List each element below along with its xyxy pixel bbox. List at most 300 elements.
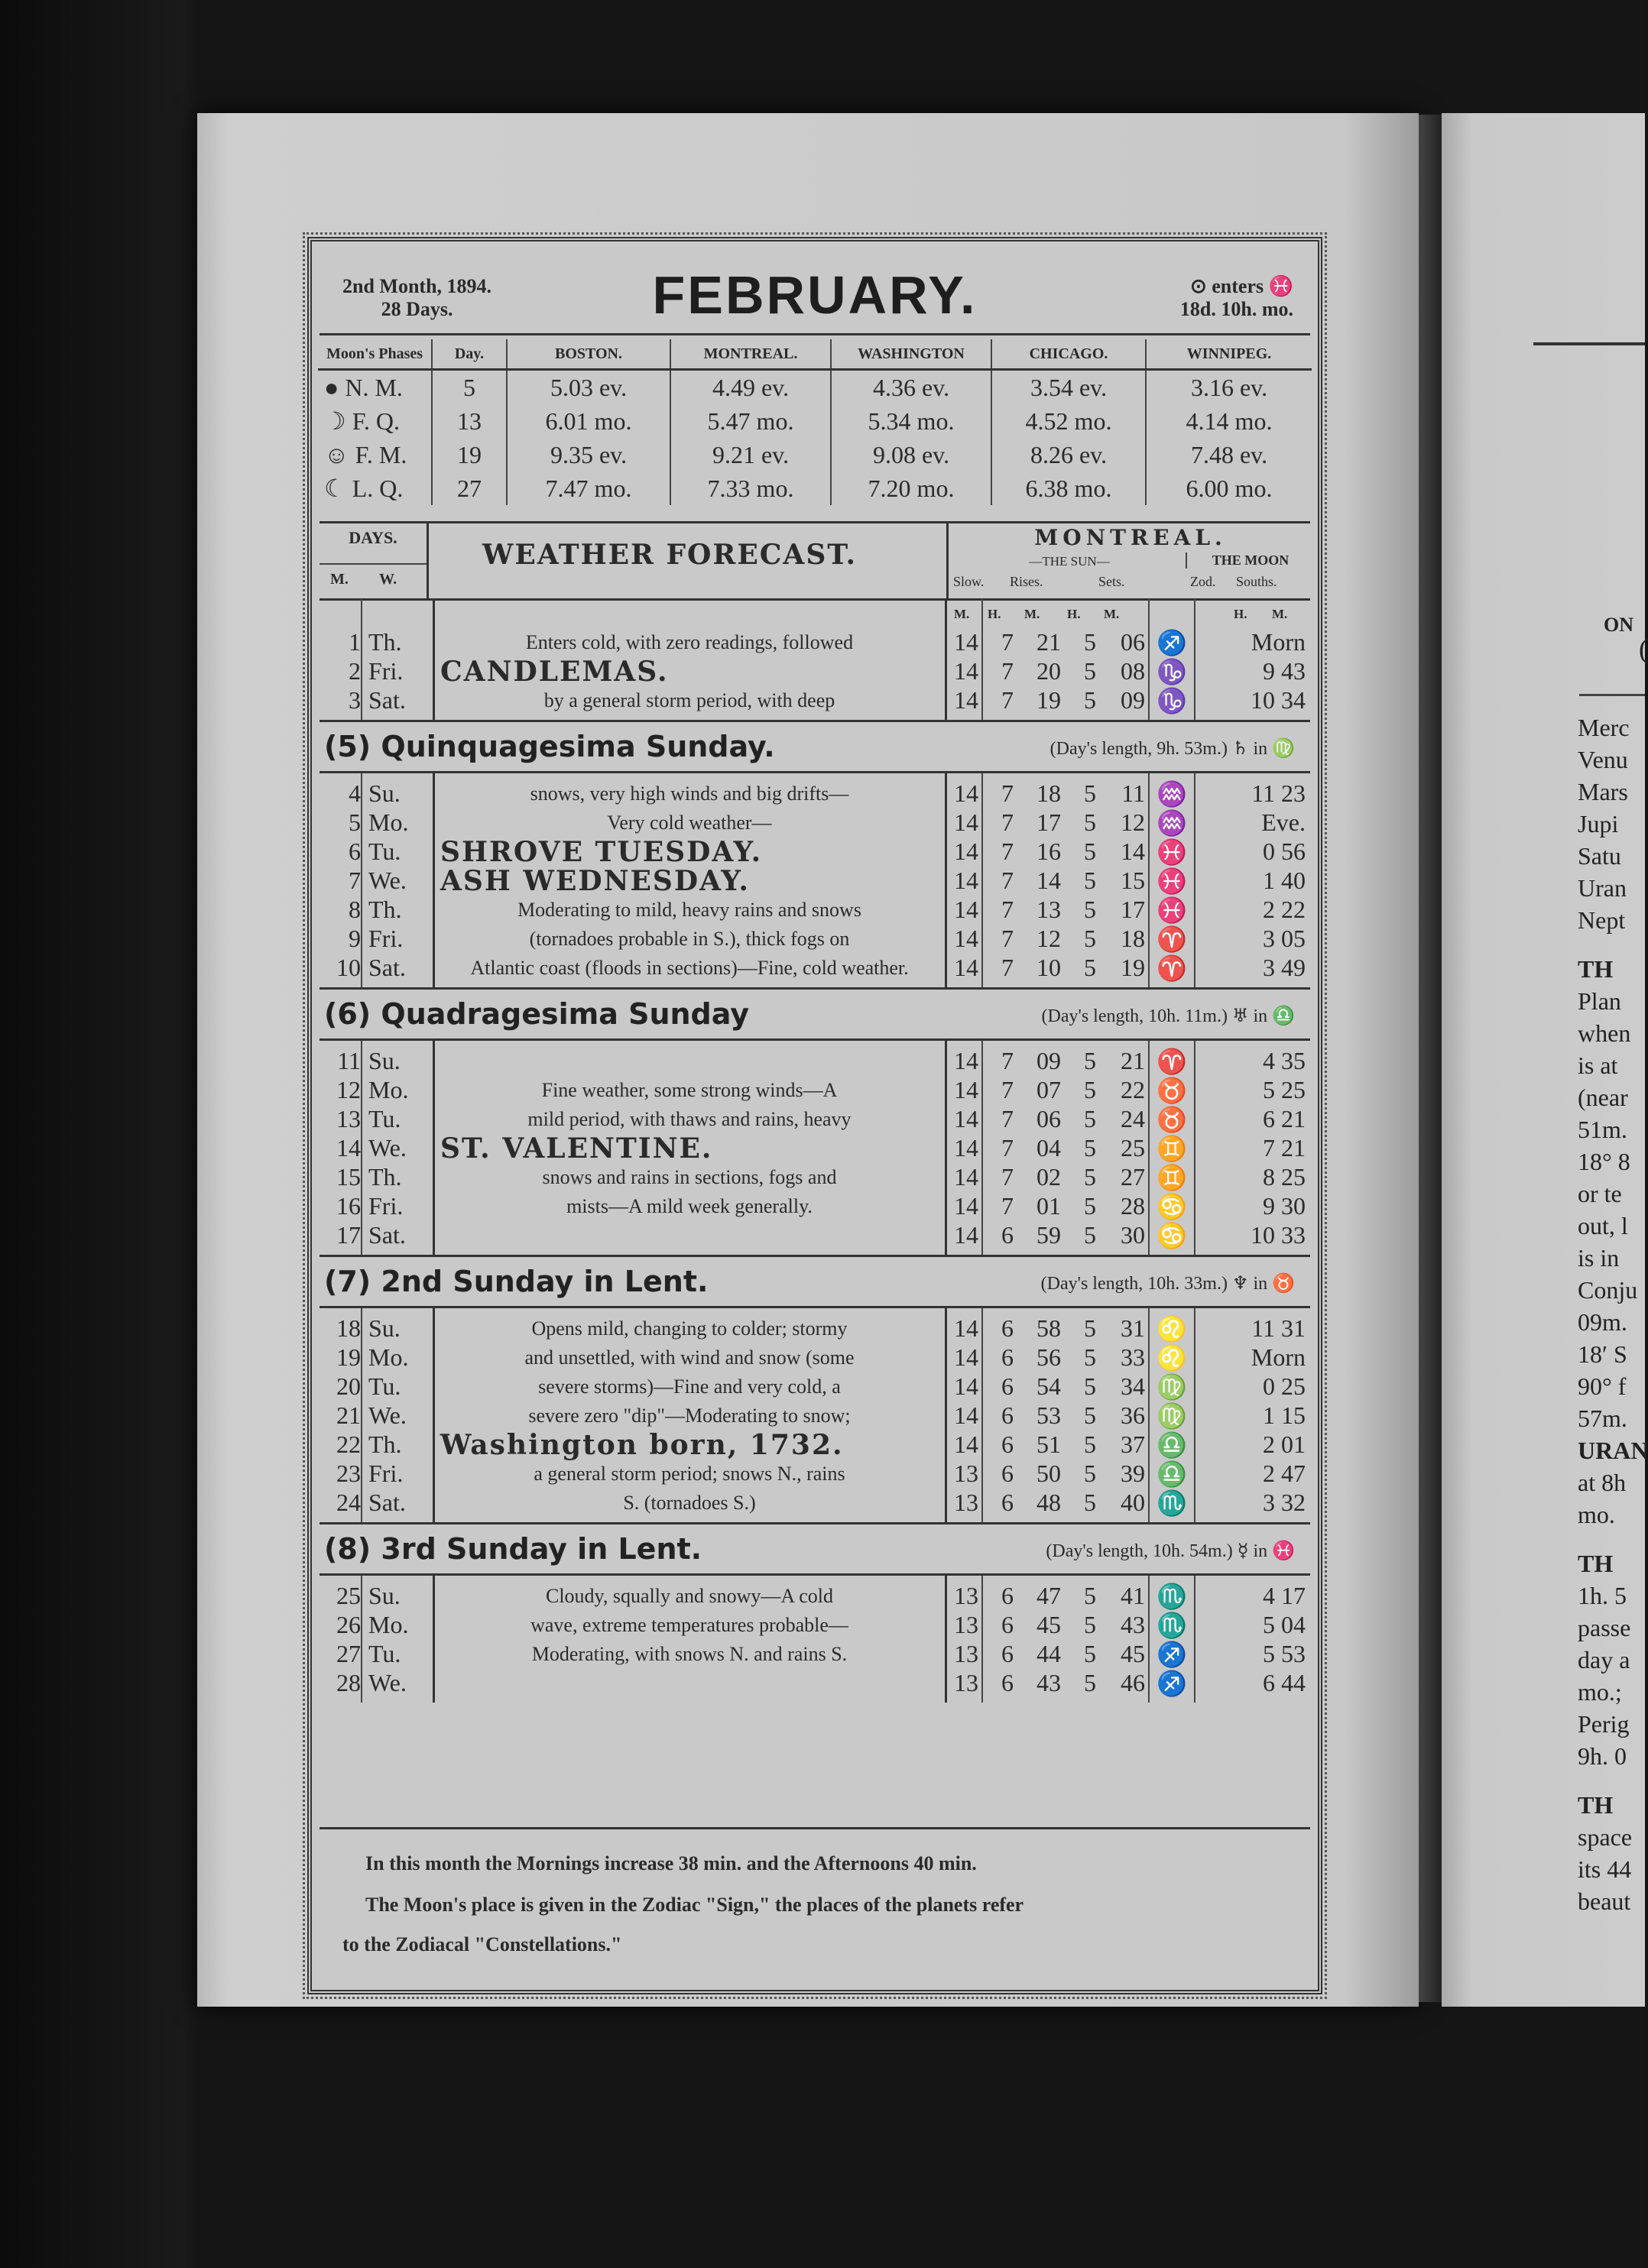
sunrise-minute: 48	[1036, 1489, 1061, 1516]
forecast-text: Moderating to mild, heavy rains and snows	[517, 899, 861, 921]
sun-slow: 14	[954, 779, 978, 807]
month-day: 20	[336, 1372, 361, 1400]
sunset-hour: 5	[1084, 896, 1096, 923]
week-day: Su.	[368, 1047, 401, 1074]
sunset-hour: 5	[1084, 838, 1096, 865]
calendar-header	[320, 249, 1310, 335]
sunset-minute: 36	[1121, 1401, 1145, 1429]
forecast-text: Atlantic coast (floods in sections)—Fine, cold weather.	[470, 957, 909, 979]
sunrise-hour: 7	[1001, 1076, 1014, 1103]
month-day: 5	[349, 808, 361, 836]
sun-slow: 14	[954, 1105, 978, 1132]
day-row	[320, 808, 1310, 838]
moon-souths: Morn	[1251, 628, 1306, 656]
moon-zodiac-sign: ♍	[1157, 1402, 1187, 1430]
sunrise-hour: 6	[1001, 1582, 1014, 1609]
right-page-line: mo.	[1578, 1501, 1615, 1528]
month-day: 21	[336, 1401, 361, 1429]
sunrise-hour: 6	[1001, 1460, 1014, 1487]
forecast-text: Opens mild, changing to colder; stormy	[531, 1317, 848, 1340]
unit-label: M.	[1272, 607, 1288, 621]
week-day: Fri.	[368, 657, 404, 685]
footer-line: In this month the Mornings increase 38 min. and the Afternoons 40 min.	[365, 1852, 977, 1874]
right-page-line: 57m.	[1578, 1405, 1627, 1432]
right-page	[1442, 113, 1648, 2007]
zod-label: Zod.	[1190, 574, 1216, 589]
sunset-minute: 41	[1121, 1582, 1145, 1609]
days-column-header	[320, 523, 429, 598]
sunset-hour: 5	[1084, 1640, 1096, 1667]
sunday-name: (6) Quadragesima Sunday	[324, 997, 749, 1031]
month-day: 25	[336, 1582, 361, 1609]
chicago-time: 6.38 mo.	[991, 471, 1146, 505]
moon-zodiac-sign: ♑	[1157, 658, 1187, 685]
sunrise-minute: 59	[1036, 1221, 1061, 1249]
month-day: 22	[336, 1430, 361, 1458]
moon-souths: 1 15	[1263, 1401, 1306, 1429]
sun-slow: 14	[954, 1372, 978, 1400]
sunset-hour: 5	[1084, 1343, 1096, 1371]
sunset-hour: 5	[1084, 1669, 1096, 1696]
sunrise-hour: 7	[1001, 1047, 1014, 1074]
sun-slow: 14	[954, 838, 978, 865]
forecast-text: and unsettled, with wind and snow (some	[524, 1346, 855, 1369]
forecast-text: S. (tornadoes S.)	[623, 1492, 756, 1514]
right-page-line: at 8h	[1578, 1469, 1627, 1496]
moon-souths: 4 35	[1263, 1047, 1306, 1074]
month-day: 12	[336, 1076, 361, 1103]
sunrise-hour: 7	[1001, 867, 1014, 894]
moon-zodiac-sign: ♈	[1157, 1048, 1187, 1075]
sun-slow: 14	[954, 1163, 978, 1191]
moon-zodiac-sign: ♒	[1157, 780, 1187, 808]
sunrise-hour: 7	[1001, 954, 1014, 981]
moon-zodiac-sign: ♐	[1157, 1641, 1187, 1668]
week-block	[320, 1308, 1310, 1522]
week-day: Su.	[368, 1582, 401, 1609]
sunrise-minute: 19	[1036, 686, 1061, 714]
sunset-minute: 15	[1121, 867, 1145, 894]
winnipeg-time: 3.16 ev.	[1190, 373, 1268, 401]
right-page-line: beaut	[1578, 1887, 1631, 1915]
sun-enters	[1180, 275, 1293, 321]
day-row	[320, 1460, 1310, 1489]
sunset-hour: 5	[1084, 1163, 1096, 1191]
right-page-line: Conju	[1578, 1276, 1638, 1304]
sunrise-hour: 7	[1001, 1105, 1014, 1132]
day-row	[320, 1640, 1310, 1669]
sunrise-minute: 18	[1036, 779, 1061, 807]
week-day: Mo.	[368, 1611, 409, 1638]
sun-slow: 13	[954, 1460, 978, 1487]
month-day: 24	[336, 1489, 361, 1516]
sunset-minute: 40	[1121, 1489, 1145, 1516]
week-day: Su.	[368, 1314, 401, 1342]
sun-slow: 14	[954, 1047, 978, 1074]
month-day: 2	[349, 657, 361, 685]
right-page-line: passe	[1578, 1614, 1631, 1641]
month-day: 6	[349, 838, 361, 865]
moon-souths: 6 21	[1263, 1105, 1306, 1132]
sunset-hour: 5	[1084, 1134, 1096, 1162]
right-page-line: 09m.	[1578, 1308, 1627, 1336]
sun-slow: 14	[954, 1343, 978, 1371]
the-moon-label: THE MOON	[1186, 552, 1314, 569]
day-row	[320, 1582, 1310, 1611]
right-page-line: 18′ S	[1578, 1340, 1627, 1368]
holiday-label: Washington born, 1732.	[440, 1429, 844, 1461]
sun-slow: 14	[954, 1401, 978, 1429]
right-page-line: TH	[1578, 1550, 1614, 1577]
sunset-minute: 21	[1121, 1047, 1145, 1074]
moon-zodiac-sign: ♐	[1157, 629, 1187, 656]
sunset-minute: 18	[1121, 925, 1145, 952]
moon-souths: 1 40	[1263, 867, 1306, 894]
month-day: 14	[336, 1134, 361, 1162]
phase-name: ☽ F. Q.	[318, 404, 432, 438]
moon-souths: 2 47	[1263, 1460, 1306, 1487]
day-row	[320, 925, 1310, 954]
sunrise-minute: 13	[1036, 896, 1061, 923]
sunrise-hour: 7	[1001, 896, 1014, 923]
february-calendar	[307, 237, 1322, 1994]
day-row	[320, 1105, 1310, 1134]
moon-souths: Morn	[1251, 1343, 1306, 1371]
sun-slow: 14	[954, 657, 978, 685]
sunrise-minute: 01	[1036, 1192, 1061, 1220]
day-row	[320, 1163, 1310, 1192]
moon-souths: 10 33	[1251, 1221, 1306, 1249]
holiday-label: ST. VALENTINE.	[440, 1132, 713, 1165]
moon-zodiac-sign: ♌	[1157, 1315, 1187, 1343]
moon-souths: 6 44	[1263, 1669, 1306, 1696]
footer-line: The Moon's place is given in the Zodiac "Sign," the places of the planets refer	[365, 1894, 1024, 1916]
month-day: 1	[349, 628, 361, 656]
sunday-heading	[320, 720, 1310, 773]
moon-souths: 8 25	[1263, 1163, 1306, 1191]
sunrise-hour: 7	[1001, 1134, 1014, 1162]
sun-slow: 14	[954, 1430, 978, 1458]
right-page-line	[1578, 938, 1648, 955]
sunrise-hour: 6	[1001, 1401, 1014, 1429]
right-page-line: Uran	[1578, 874, 1627, 902]
month-day: 17	[336, 1221, 361, 1249]
week-day: We.	[368, 1669, 407, 1696]
moon-zodiac-sign: ♏	[1157, 1583, 1187, 1610]
sunrise-minute: 44	[1036, 1640, 1061, 1667]
right-page-line: is at	[1578, 1051, 1618, 1079]
day-row	[320, 867, 1310, 896]
phase-name: ● N. M.	[318, 370, 432, 405]
right-page-line: 18° 8	[1578, 1148, 1630, 1175]
holiday-label: CANDLEMAS.	[440, 656, 669, 688]
phase-day: 5	[432, 370, 507, 405]
moon-zodiac-sign: ♓	[1157, 867, 1187, 895]
moon-souths: 11 23	[1251, 779, 1306, 807]
day-row	[320, 1076, 1310, 1105]
month-day: 16	[336, 1192, 361, 1220]
right-page-line: its 44	[1578, 1855, 1632, 1883]
right-page-line: or te	[1578, 1180, 1622, 1207]
right-page-line: TH	[1578, 955, 1614, 983]
forecast-text: snows and rains in sections, fogs and	[542, 1166, 837, 1188]
day-row	[320, 657, 1310, 686]
sunset-hour: 5	[1084, 925, 1096, 952]
moon-souths: 3 32	[1263, 1489, 1306, 1516]
right-page-line: 9h. 0	[1578, 1742, 1627, 1770]
month-day: 18	[336, 1314, 361, 1342]
sunrise-minute: 54	[1036, 1372, 1061, 1400]
right-page-line: is in	[1578, 1244, 1620, 1272]
sunset-hour: 5	[1084, 628, 1096, 656]
forecast-text: severe storms)—Fine and very cold, a	[538, 1375, 841, 1398]
montreal-time: 9.21 ev.	[670, 438, 831, 471]
sun-slow: 14	[954, 1221, 978, 1249]
moon-souths: 9 30	[1263, 1192, 1306, 1220]
sunrise-hour: 6	[1001, 1640, 1014, 1667]
day-row	[320, 1221, 1310, 1250]
moon-souths: 0 56	[1263, 838, 1306, 865]
sunset-minute: 14	[1121, 838, 1145, 865]
moon-souths: 4 17	[1263, 1582, 1306, 1609]
right-page-line: mo.;	[1578, 1678, 1622, 1706]
week-day: We.	[368, 1401, 407, 1429]
week-day: Th.	[368, 896, 402, 923]
day-row	[320, 1489, 1310, 1518]
right-page-line	[1578, 1533, 1648, 1550]
unit-label: H.	[1234, 607, 1247, 621]
right-page-line: 51m.	[1578, 1116, 1627, 1143]
forecast-text: mists—A mild week generally.	[566, 1195, 813, 1217]
forecast-text: Fine weather, some strong winds—A	[541, 1079, 838, 1101]
right-page-heading: ON	[1604, 614, 1633, 636]
month-day: 27	[336, 1640, 361, 1667]
sunrise-hour: 6	[1001, 1611, 1014, 1638]
right-page-line: Perig	[1578, 1710, 1630, 1738]
week-day: Sat.	[368, 1221, 406, 1249]
sun-slow: 13	[954, 1489, 978, 1516]
sunset-hour: 5	[1084, 808, 1096, 836]
forecast-text: Moderating, with snows N. and rains S.	[531, 1643, 848, 1665]
winnipeg-time: 4.14 mo.	[1186, 407, 1273, 435]
right-page-line: (near	[1578, 1084, 1628, 1111]
sunrise-minute: 07	[1036, 1076, 1061, 1103]
sunrise-hour: 6	[1001, 1669, 1014, 1696]
right-page-line: Satu	[1578, 842, 1621, 870]
sunrise-minute: 10	[1036, 954, 1061, 981]
montreal-header	[946, 523, 1312, 598]
boston-time: 7.47 mo.	[507, 471, 670, 505]
chicago-time: 3.54 ev.	[991, 370, 1146, 405]
sunrise-hour: 7	[1001, 808, 1014, 836]
sunrise-minute: 12	[1036, 925, 1061, 952]
moon-souths: Eve.	[1261, 808, 1306, 836]
washington-time: 4.36 ev.	[831, 370, 991, 405]
sunrise-minute: 51	[1036, 1430, 1061, 1458]
sunday-heading	[320, 1522, 1310, 1576]
sun-slow: 13	[954, 1640, 978, 1667]
right-page-line: space	[1578, 1823, 1633, 1851]
month-day: 23	[336, 1460, 361, 1487]
sunrise-minute: 14	[1036, 867, 1061, 894]
day-row	[320, 896, 1310, 925]
column-header: WINNIPEG.	[1146, 339, 1312, 370]
column-header: CHICAGO.	[991, 339, 1146, 370]
moon-zodiac-sign: ♈	[1157, 954, 1187, 982]
sunrise-hour: 7	[1001, 779, 1014, 807]
sunrise-hour: 6	[1001, 1430, 1014, 1458]
sun-slow: 14	[954, 954, 978, 981]
sunrise-minute: 53	[1036, 1401, 1061, 1429]
sun-slow: 13	[954, 1669, 978, 1696]
souths-label: Souths.	[1236, 574, 1277, 589]
sunset-minute: 46	[1121, 1669, 1145, 1696]
week-day: We.	[368, 1134, 407, 1162]
sunday-name: (7) 2nd Sunday in Lent.	[324, 1265, 709, 1298]
sunrise-hour: 6	[1001, 1372, 1014, 1400]
month-day: 3	[349, 686, 361, 714]
right-page-line: Jupi	[1578, 810, 1619, 838]
moon-zodiac-sign: ♎	[1157, 1431, 1187, 1459]
day-row	[320, 1430, 1310, 1460]
table-header	[320, 521, 1310, 601]
page-title: FEBRUARY.	[652, 265, 978, 325]
week-day: Su.	[368, 779, 401, 807]
forecast-text: Enters cold, with zero readings, followed	[525, 631, 854, 653]
sunrise-minute: 45	[1036, 1611, 1061, 1638]
month-day: 26	[336, 1611, 361, 1638]
sunrise-minute: 47	[1036, 1582, 1061, 1609]
forecast-text: Cloudy, squally and snowy—A cold	[545, 1585, 834, 1607]
phase-name: ☾ L. Q.	[318, 471, 432, 505]
moon-phases-table	[318, 339, 1312, 505]
moon-zodiac-sign: ♍	[1157, 1373, 1187, 1401]
day-row	[320, 628, 1310, 657]
sunset-hour: 5	[1084, 1076, 1096, 1103]
day-row	[320, 954, 1310, 983]
right-page-line: 90° f	[1578, 1372, 1627, 1400]
right-page-line	[1578, 1774, 1648, 1791]
moon-zodiac-sign: ♏	[1157, 1612, 1187, 1639]
moon-souths: 7 21	[1263, 1134, 1306, 1162]
sunset-minute: 43	[1121, 1611, 1145, 1638]
day-length: (Day's length, 9h. 53m.) ♄ in ♍	[1049, 739, 1295, 759]
moon-souths: 5 25	[1263, 1076, 1306, 1103]
day-length: (Day's length, 10h. 11m.) ♅ in ♎	[1041, 1006, 1295, 1026]
sun-slow: 13	[954, 1611, 978, 1638]
week-day: Tu.	[368, 838, 401, 865]
week-day: Mo.	[368, 1343, 409, 1371]
moon-souths: 3 49	[1263, 954, 1306, 981]
sunday-name: (5) Quinquagesima Sunday.	[324, 730, 775, 763]
month-day: 7	[349, 867, 361, 894]
week-day-label: W.	[379, 571, 397, 588]
week-block	[320, 1576, 1310, 1703]
sunset-minute: 11	[1121, 779, 1145, 807]
sunrise-hour: 7	[1001, 657, 1014, 685]
column-header: Day.	[432, 339, 507, 370]
right-page-line: out, l	[1578, 1212, 1628, 1239]
sunset-minute: 37	[1121, 1430, 1145, 1458]
sunrise-minute: 58	[1036, 1314, 1061, 1342]
month-day-label: M.	[330, 571, 349, 588]
month-day: 10	[336, 954, 361, 981]
moon-zodiac-sign: ♏	[1157, 1489, 1187, 1517]
week-day: Fri.	[368, 925, 404, 952]
sunset-minute: 25	[1121, 1134, 1145, 1162]
sunset-minute: 39	[1121, 1460, 1145, 1487]
sun-slow: 14	[954, 1076, 978, 1103]
sunrise-hour: 7	[1001, 1163, 1014, 1191]
day-row	[320, 1047, 1310, 1076]
month-day: 13	[336, 1105, 361, 1132]
day-length: (Day's length, 10h. 33m.) ♆ in ♉	[1040, 1274, 1295, 1294]
sun-slow: 14	[954, 896, 978, 923]
column-header: BOSTON.	[507, 339, 670, 370]
week-day: We.	[368, 867, 407, 894]
day-row	[320, 1314, 1310, 1343]
day-length: (Day's length, 10h. 54m.) ☿ in ♓	[1046, 1541, 1295, 1561]
right-page-text	[1578, 714, 1648, 1920]
moon-zodiac-sign: ♉	[1157, 1077, 1187, 1104]
moon-zodiac-sign: ♊	[1157, 1164, 1187, 1191]
sunday-name: (8) 3rd Sunday in Lent.	[324, 1532, 702, 1566]
rises-label: Rises.	[1010, 574, 1043, 589]
phase-name: ☺ F. M.	[318, 438, 432, 471]
sun-slow: 14	[954, 1192, 978, 1220]
forecast-text: mild period, with thaws and rains, heavy	[527, 1108, 852, 1130]
sunset-hour: 5	[1084, 1372, 1096, 1400]
day-row	[320, 838, 1310, 867]
calendar-body	[320, 599, 1310, 1703]
sunset-minute: 24	[1121, 1105, 1145, 1132]
sunrise-minute: 06	[1036, 1105, 1061, 1132]
sunset-hour: 5	[1084, 867, 1096, 894]
day-row	[320, 1669, 1310, 1698]
right-page-line: when	[1578, 1019, 1631, 1047]
moon-phase-row	[318, 471, 1312, 505]
moon-zodiac-sign: ♈	[1157, 925, 1187, 953]
sunrise-hour: 7	[1001, 628, 1014, 656]
sunset-hour: 5	[1084, 779, 1096, 807]
forecast-text: (tornadoes probable in S.), thick fogs on	[529, 928, 850, 950]
sunrise-hour: 6	[1001, 1489, 1014, 1516]
right-page-line: Plan	[1578, 987, 1621, 1015]
moon-souths: 5 04	[1263, 1611, 1306, 1638]
moon-souths: 2 01	[1263, 1430, 1306, 1458]
sunset-hour: 5	[1084, 1105, 1096, 1132]
moon-souths: 11 31	[1251, 1314, 1306, 1342]
forecast-text: Very cold weather—	[607, 812, 772, 834]
rule	[1579, 694, 1645, 696]
week-day: Th.	[368, 1163, 402, 1191]
week-block	[320, 599, 1310, 720]
sun-slow: 13	[954, 1582, 978, 1609]
phase-day: 19	[432, 438, 507, 471]
footer-line: to the Zodiacal "Constellations."	[342, 1933, 622, 1955]
washington-time: 7.20 mo.	[831, 471, 991, 505]
sets-label: Sets.	[1098, 574, 1125, 589]
sunset-hour: 5	[1084, 1192, 1096, 1220]
moon-zodiac-sign: ♓	[1157, 838, 1187, 866]
sun-slow: 14	[954, 628, 978, 656]
moon-zodiac-sign: ♐	[1157, 1670, 1187, 1697]
sunset-hour: 5	[1084, 1314, 1096, 1342]
right-page-line: URAN	[1578, 1437, 1648, 1464]
slow-label: Slow.	[953, 574, 985, 589]
forecast-text: wave, extreme temperatures probable—	[530, 1614, 848, 1636]
moon-zodiac-sign: ♓	[1157, 896, 1187, 924]
